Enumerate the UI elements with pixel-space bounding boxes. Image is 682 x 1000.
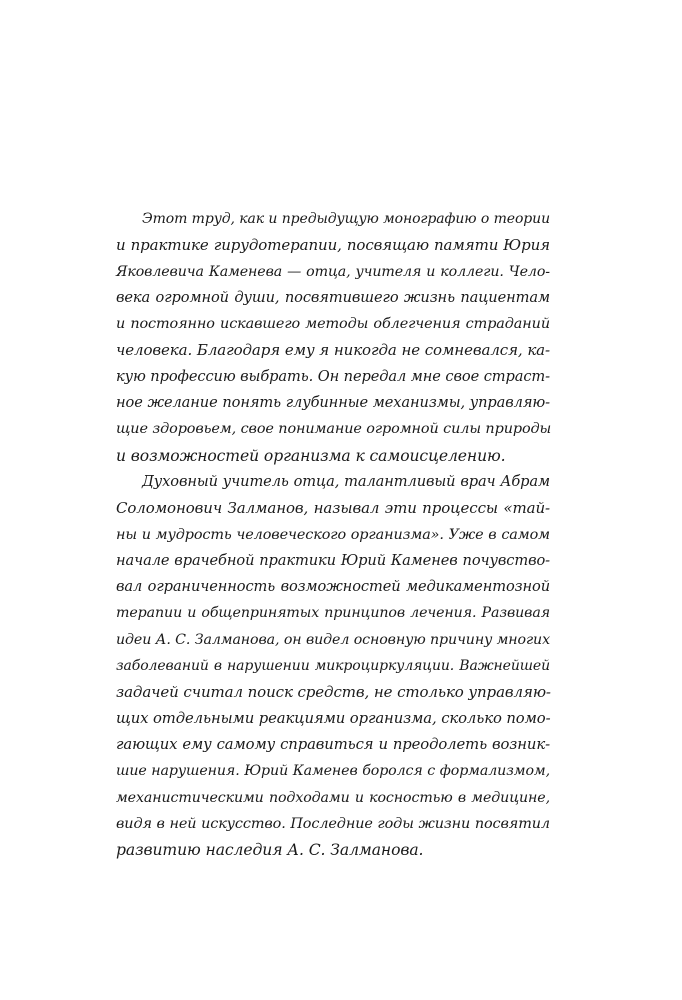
dedication-text bbox=[116, 206, 550, 863]
text-line: Яковлевича Каменева — отца, учителя и коллеги. Чело- bbox=[116, 263, 550, 280]
text-line: гающих ему самому справиться и преодолеть возник- bbox=[116, 735, 550, 753]
text-line: человека. Благодаря ему я никогда не сомневался, ка- bbox=[116, 341, 550, 360]
paragraph-2 bbox=[116, 469, 550, 863]
text-line: века огромной души, посвятившего жизнь пациентам bbox=[116, 288, 550, 306]
text-line: щие здоровьем, свое понимание огромной силы природы bbox=[116, 421, 552, 438]
text-line: идеи А. С. Залманова, он видел основную причину многих bbox=[116, 631, 550, 648]
text-line: и постоянно искавшего методы облегчения страданий bbox=[116, 316, 550, 333]
text-line: вал ограниченность возможностей медикаментозной bbox=[116, 578, 550, 596]
text-line: и возможностей организма к самоисцелению. bbox=[116, 446, 506, 465]
text-line: заболеваний в нарушении микроциркуляции. Важнейшей bbox=[116, 658, 550, 675]
text-line: развитию наследия А. С. Залманова. bbox=[116, 841, 424, 860]
text-line: Этот труд, как и предыдущую монографию о теории bbox=[142, 211, 550, 227]
text-line: задачей считал поиск средств, не столько управляю- bbox=[116, 683, 551, 702]
text-line: механистическими подходами и косностью в медицине, bbox=[116, 789, 550, 806]
text-line: ное желание понять глубинные механизмы, управляю- bbox=[116, 394, 550, 412]
text-line: Соломонович Залманов, называл эти процессы «тай- bbox=[116, 499, 550, 518]
text-line: шие нарушения. Юрий Каменев боролся с формализмом, bbox=[116, 763, 550, 780]
text-line: щих отдельными реакциями организма, сколько помо- bbox=[116, 709, 551, 727]
text-line: ны и мудрость человеческого организма». Уже в самом bbox=[116, 526, 550, 543]
text-line: кую профессию выбрать. Он передал мне свое страст- bbox=[116, 367, 550, 385]
text-line: терапии и общепринятых принципов лечения. Развивая bbox=[116, 605, 550, 622]
paragraph-1 bbox=[116, 206, 550, 469]
text-line: и практике гирудотерапии, посвящаю памяти Юрия bbox=[116, 236, 550, 255]
text-line: видя в ней искусство. Последние годы жизни посвятил bbox=[116, 815, 550, 832]
text-line: Духовный учитель отца, талантливый врач Абрам bbox=[142, 472, 550, 490]
text-line: начале врачебной практики Юрий Каменев почувство- bbox=[116, 551, 550, 569]
